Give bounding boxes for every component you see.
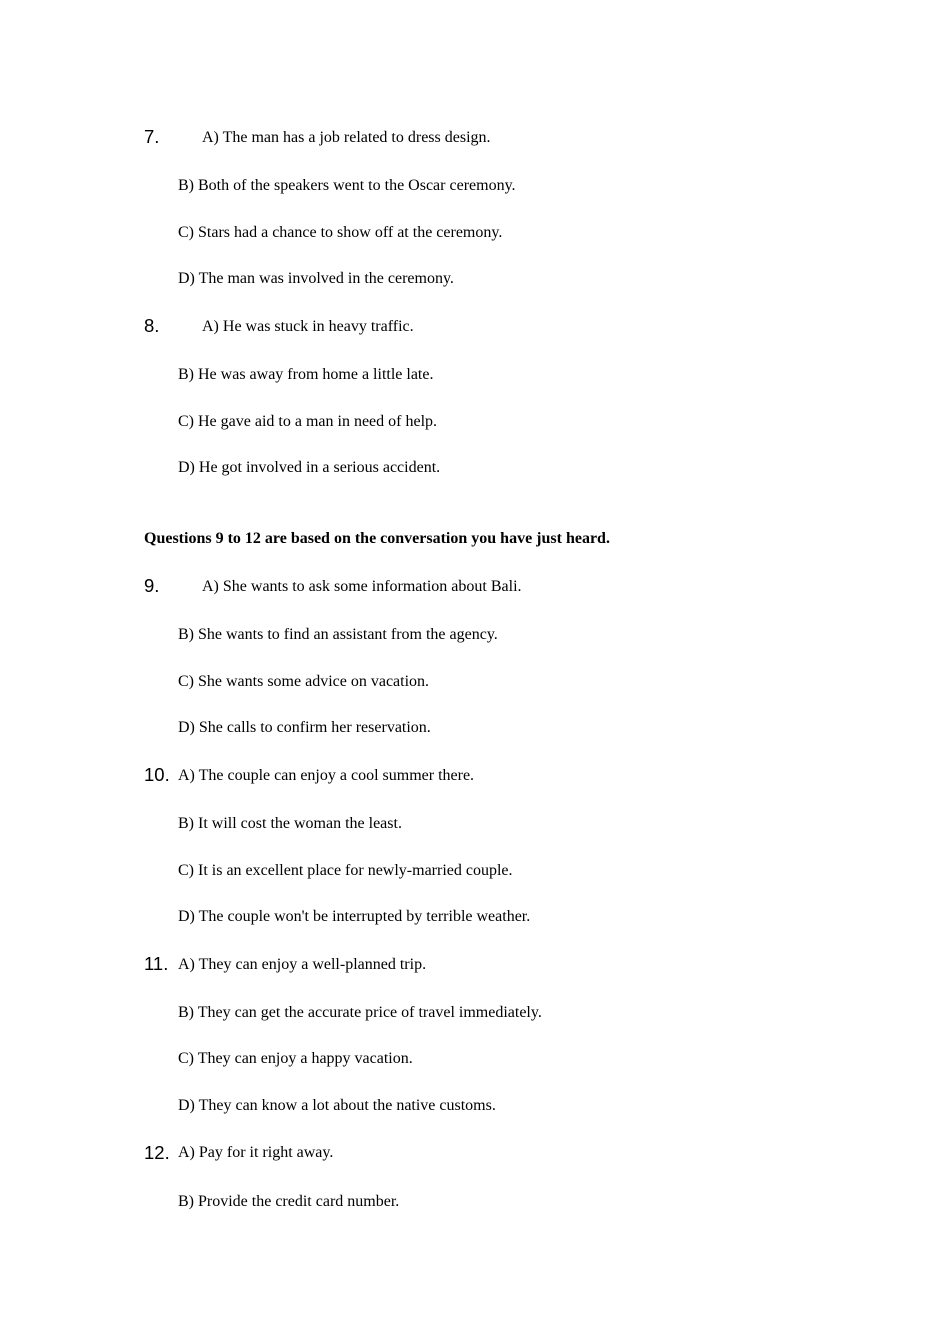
option-a: A) She wants to ask some information about Bali. (202, 578, 522, 595)
question-number: 10. (144, 764, 170, 785)
option-a: A) The man has a job related to dress design. (202, 129, 491, 146)
option-d: D) He got involved in a serious accident. (178, 459, 441, 476)
option-b: B) They can get the accurate price of travel immediately. (178, 1004, 542, 1021)
option-b: B) It will cost the woman the least. (178, 815, 402, 832)
question-number: 7. (144, 126, 160, 147)
option-c: C) She wants some advice on vacation. (178, 673, 430, 690)
question-number: 11. (144, 953, 169, 974)
option-b: B) Both of the speakers went to the Oscar ceremony. (178, 177, 516, 194)
option-a: A) The couple can enjoy a cool summer there. (178, 767, 475, 784)
option-c: C) It is an excellent place for newly-married couple. (178, 862, 513, 879)
section-heading: Questions 9 to 12 are based on the conversation you have just heard. (144, 530, 610, 547)
option-c: C) They can enjoy a happy vacation. (178, 1050, 413, 1067)
option-b: B) She wants to find an assistant from the agency. (178, 626, 498, 643)
option-c: C) Stars had a chance to show off at the ceremony. (178, 224, 503, 241)
option-a: A) He was stuck in heavy traffic. (202, 318, 414, 335)
option-a: A) They can enjoy a well-planned trip. (178, 956, 427, 973)
option-d: D) The couple won't be interrupted by terrible weather. (178, 908, 531, 925)
option-d: D) The man was involved in the ceremony. (178, 270, 454, 287)
question-number: 12. (144, 1142, 170, 1163)
option-a: A) Pay for it right away. (178, 1144, 334, 1161)
question-number: 8. (144, 315, 160, 336)
option-d: D) She calls to confirm her reservation. (178, 719, 431, 736)
option-c: C) He gave aid to a man in need of help. (178, 413, 438, 430)
question-number: 9. (144, 575, 160, 596)
option-b: B) Provide the credit card number. (178, 1193, 400, 1210)
option-d: D) They can know a lot about the native customs. (178, 1097, 496, 1114)
option-b: B) He was away from home a little late. (178, 366, 434, 383)
